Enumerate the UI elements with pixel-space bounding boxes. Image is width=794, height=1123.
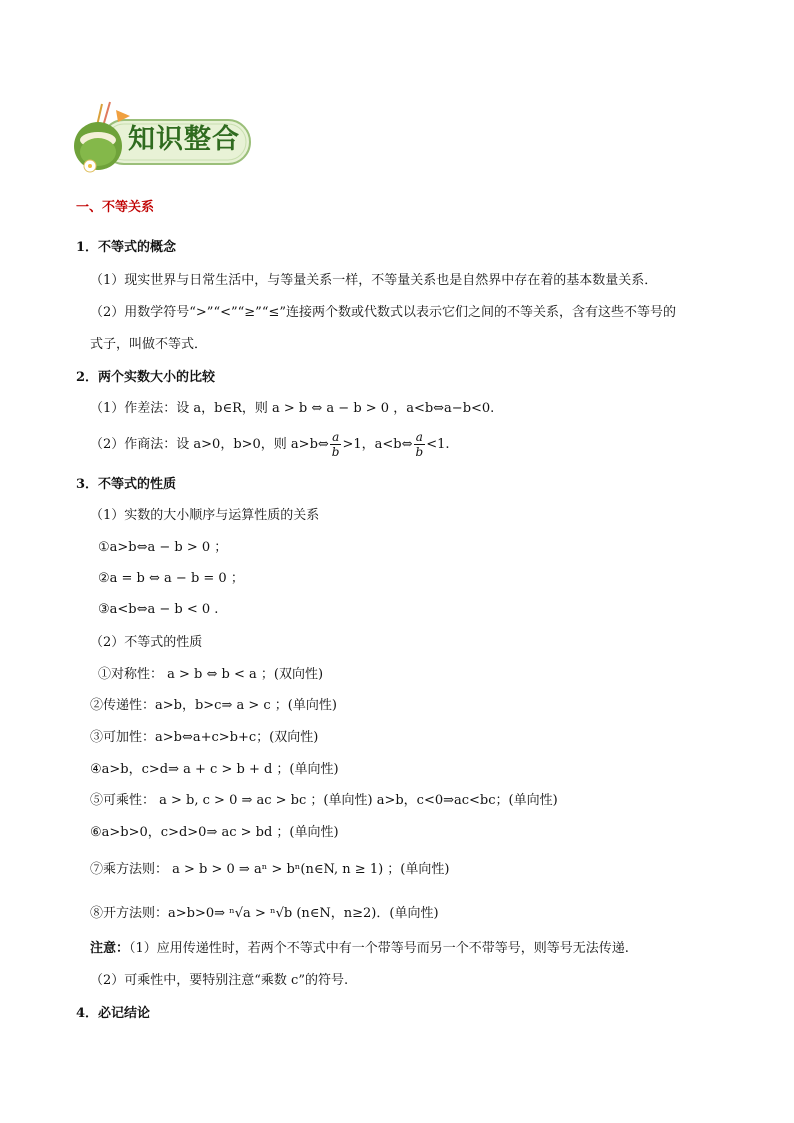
note-1-text: （1）应用传递性时，若两个不等式中有一个带等号而另一个不带等号，则等号无法传递. bbox=[129, 941, 629, 956]
property-addition: ③可加性：a>b⇔a+c>b+c；(双向性) bbox=[90, 730, 319, 745]
item2-quotient-method bbox=[90, 430, 450, 459]
section-title: 一、不等关系 bbox=[76, 200, 155, 215]
fraction-numerator-2: a bbox=[414, 430, 426, 445]
fraction-denominator: b bbox=[331, 445, 340, 459]
item4-heading: 4．必记结论 bbox=[76, 1006, 151, 1021]
property-symmetry: ①对称性： a > b ⇔ b < a ；(双向性) bbox=[98, 667, 324, 682]
property-multiplication-2: ⑥a>b>0，c>d>0⇒ ac > bd ；(单向性) bbox=[90, 825, 339, 840]
property-power: ⑦乘方法则： a > b > 0 ⇒ aⁿ > bⁿ(n∈N, n ≥ 1) ；(单向性) bbox=[90, 862, 450, 877]
relation-2: ②a = b ⇔ a − b = 0 ； bbox=[98, 571, 244, 586]
item1-paragraph-1: （1）现实世界与日常生活中，与等量关系一样，不等量关系也是自然界中存在着的基本数量关系． bbox=[90, 273, 658, 288]
item1-paragraph-2b: 式子，叫做不等式． bbox=[90, 337, 208, 352]
property-addition-2: ④a>b，c>d⇒ a + c > b + d ；(单向性) bbox=[90, 762, 339, 777]
relation-3: ③a<b⇔a − b < 0 . bbox=[98, 602, 219, 617]
item3-heading: 3．不等式的性质 bbox=[76, 477, 177, 492]
note-2: （2）可乘性中，要特别注意“乘数 c”的符号. bbox=[90, 973, 349, 988]
fraction-a-over-b-2 bbox=[414, 430, 426, 459]
property-transitivity: ②传递性：a>b，b>c⇒ a > c ；(单向性) bbox=[90, 698, 337, 713]
property-multiplication: ⑤可乘性： a > b, c > 0 ⇒ ac > bc ；(单向性) a>b，c<0⇒ac<bc；(单向性) bbox=[90, 793, 558, 808]
note-1 bbox=[90, 941, 629, 957]
section-banner bbox=[72, 100, 254, 176]
item2-difference-method: （1）作差法：设 a，b∈R，则 a > b ⇔ a − b > 0 ，a<b⇔a−b<0. bbox=[90, 401, 495, 416]
item2-heading: 2．两个实数大小的比较 bbox=[76, 370, 216, 385]
quotient-prefix: （2）作商法：设 a>0，b>0，则 a>b⇔ bbox=[90, 437, 329, 452]
property-root: ⑧开方法则：a>b>0⇒ ⁿ√a > ⁿ√b (n∈N，n≥2)．(单向性) bbox=[90, 906, 439, 921]
banner-title: 知识整合 bbox=[128, 124, 240, 155]
quotient-suffix: <1. bbox=[426, 437, 450, 452]
item1-paragraph-2a: （2）用数学符号“>”“<”“≥”“≤”连接两个数或代数式以表示它们之间的不等关系，含有这些不等号的 bbox=[90, 305, 677, 320]
fraction-a-over-b bbox=[330, 430, 342, 459]
quotient-middle: >1，a<b⇔ bbox=[342, 437, 413, 452]
fraction-numerator: a bbox=[330, 430, 342, 445]
item3-sub-2: （2）不等式的性质 bbox=[90, 635, 203, 650]
relation-1: ①a>b⇔a − b > 0 ； bbox=[98, 540, 228, 555]
fraction-denominator-2: b bbox=[415, 445, 424, 459]
note-label: 注意： bbox=[90, 941, 130, 956]
item1-heading: 1．不等式的概念 bbox=[76, 240, 177, 255]
item3-sub-1: （1）实数的大小顺序与运算性质的关系 bbox=[90, 508, 320, 523]
